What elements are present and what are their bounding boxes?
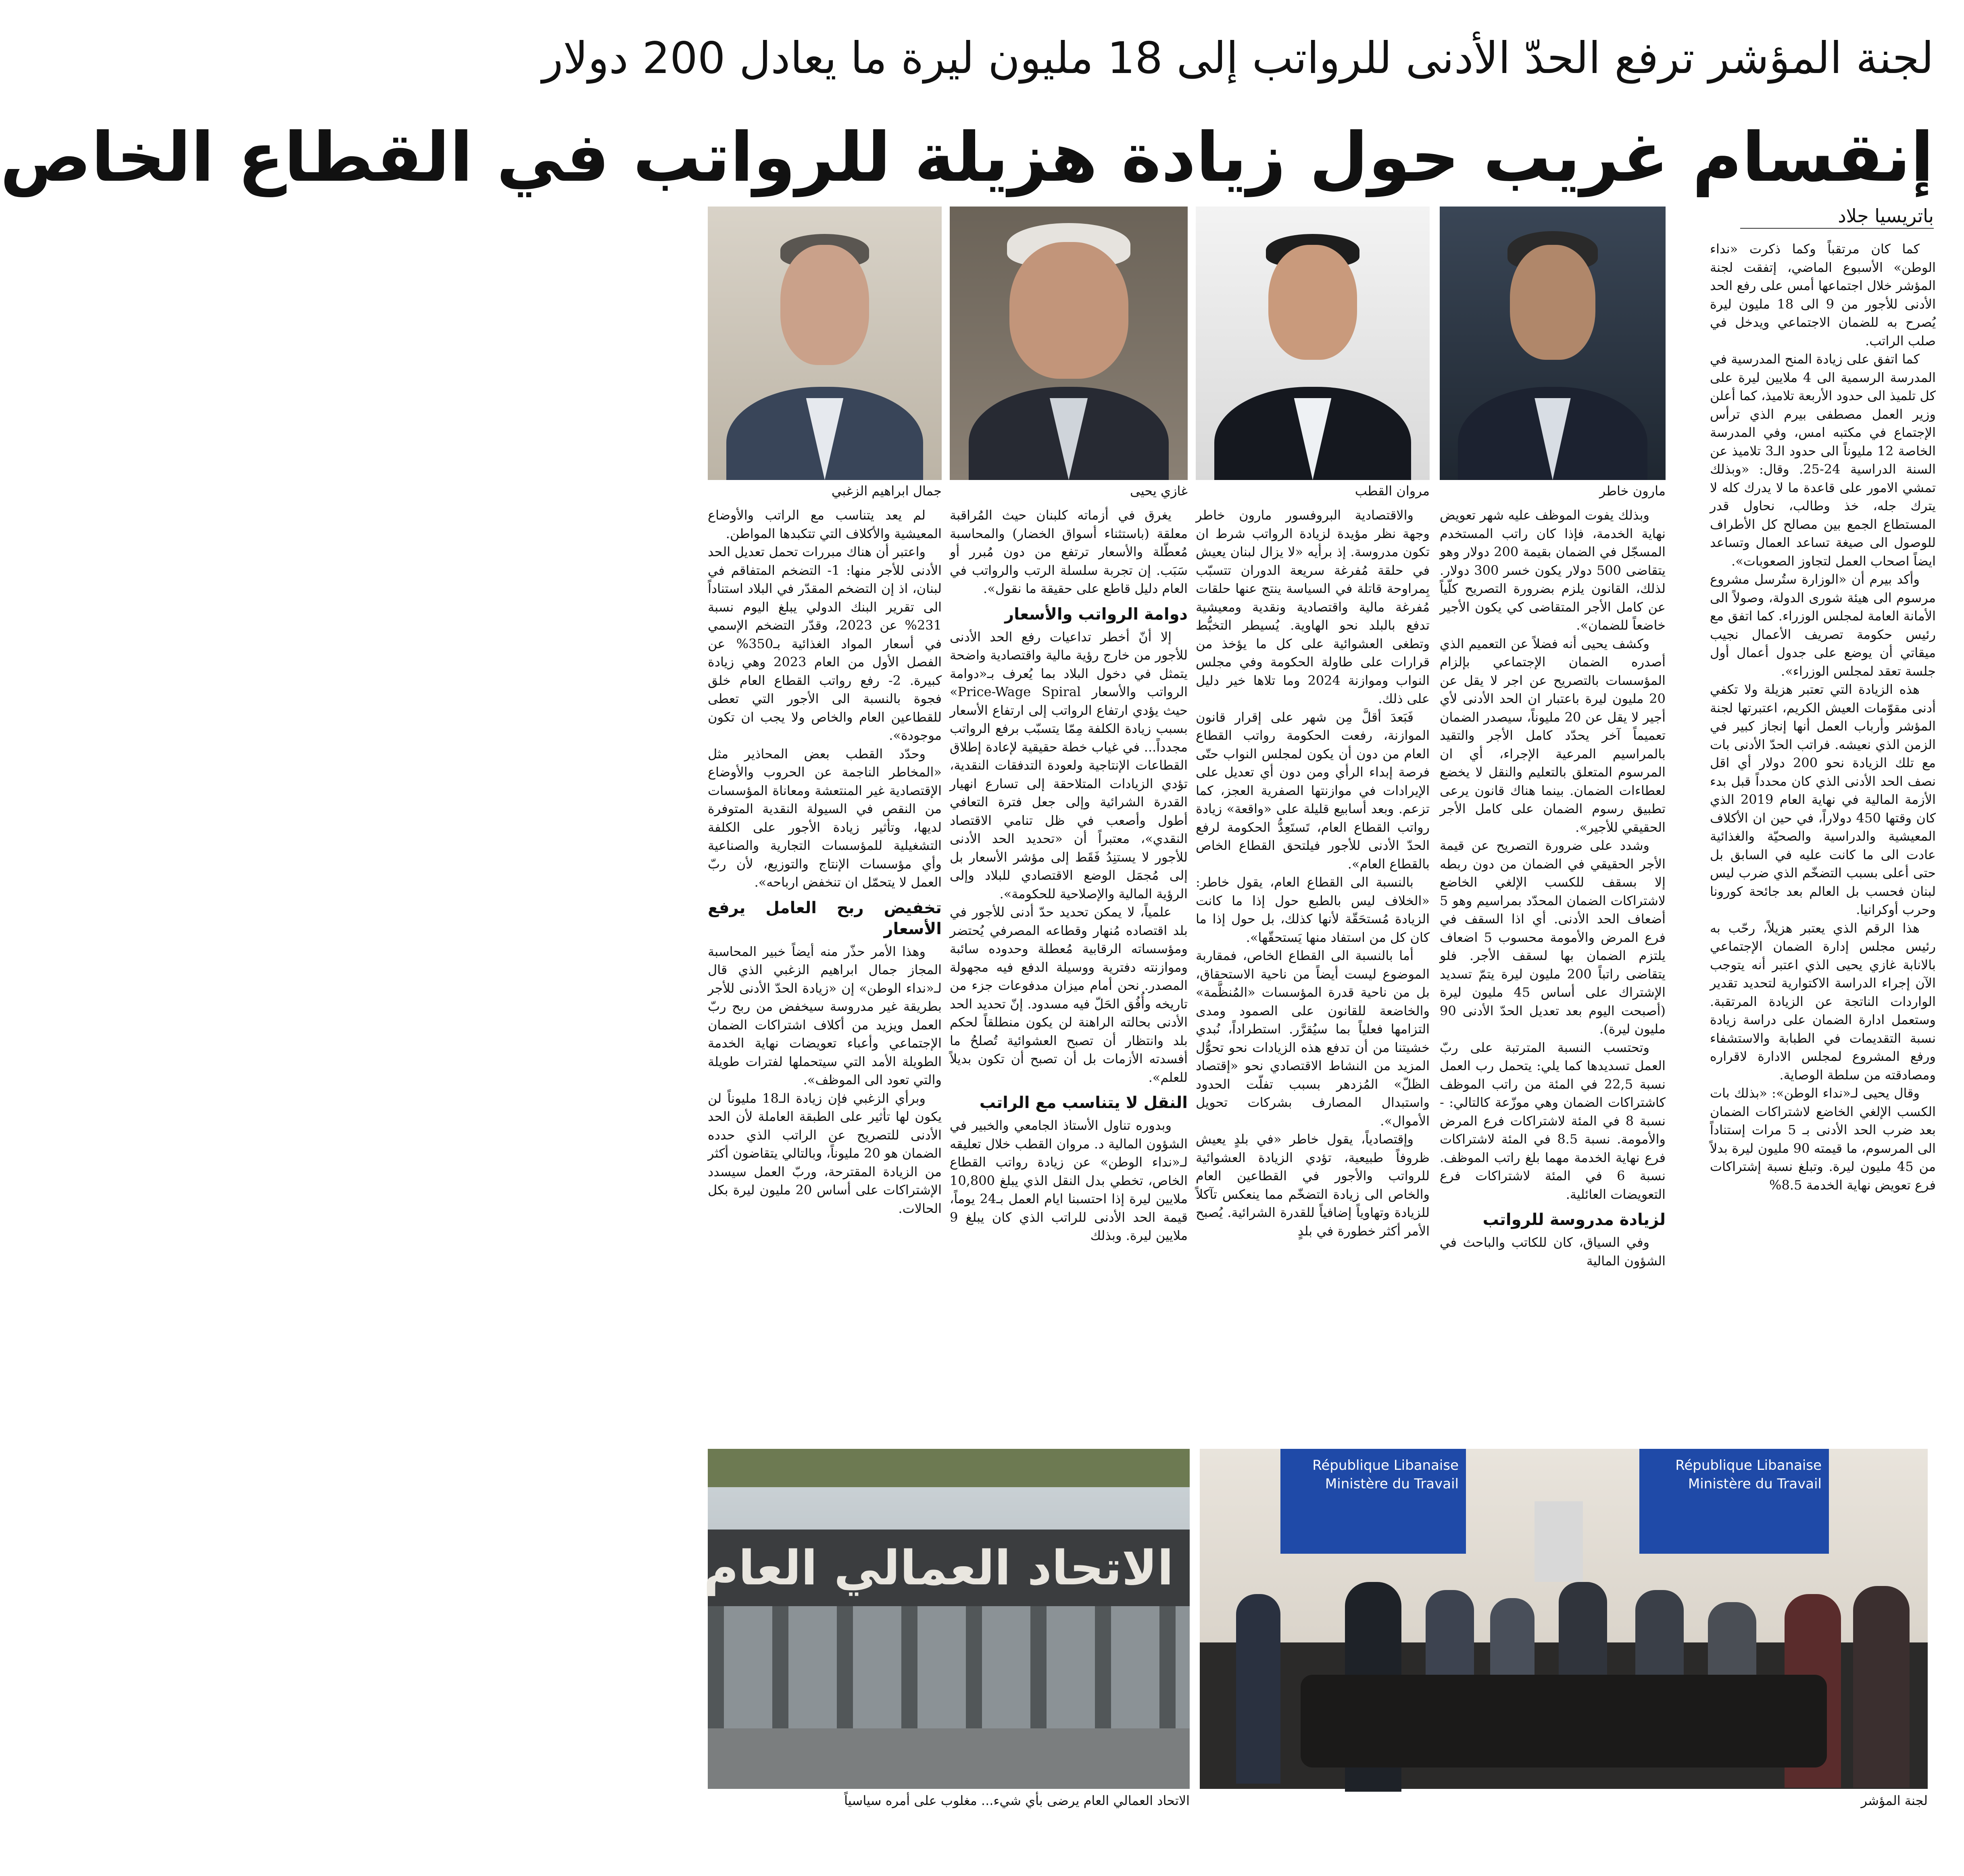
article-column-2	[1440, 506, 1666, 1446]
article-paragraph: وإقتصادياً، يقول خاطر «في بلدٍ يعيش ظروفاً طبيعية، تؤدي الزيادة العشوائية للرواتب والأجور في القطاعين العام والخاص الى زيادة التضخّم مما ينعكس تآكلاً للزيادة وتهاوياً إضافياً للقدرة الشرائية. يُصبح الأمر أكثر خطورة في بلدٍ	[1196, 1131, 1430, 1239]
article-paragraph: وتحتسب النسبة المترتبة على ربّ العمل تسديدها كما يلي: يتحمل رب العمل نسبة 22,5 في المئة من راتب الموظف كاشتراكات الضمان وهي موزّعة كالتالي: - نسبة 8 في المئة لاشتراكات فرع المرض والأمومة. نسبة 8.5 في المئة لاشتراكات فرع نهاية الخدمة مهما بلغ راتب الموظف. نسبة 6 في المئة لاشتراكات فرع التعويضات العائلية.	[1440, 1039, 1666, 1202]
article-paragraph: لم يعد يتناسب مع الراتب والأوضاع المعيشية والأكلاف التي تتكبدها المواطن.	[708, 507, 942, 541]
article-column-4	[950, 506, 1188, 1446]
union-sign-text: الاتحاد العمالي العام	[703, 1540, 1174, 1596]
article-paragraph: بالنسبة الى القطاع العام، يقول خاطر: «الخلاف ليس بالطبع حول إذا ما كانت الزيادة مُستحَقّة لأنها كذلك، بل حول إذا ما كان كل من استفاد منها يَستحقّها».	[1196, 874, 1430, 945]
photo-caption-zoghbi: جمال ابراهيم الزغبي	[831, 483, 942, 499]
article-paragraph: وبدوره تناول الأستاذ الجامعي والخبير في الشؤون المالية د. مروان القطب خلال تعليقه لـ«نداء الوطن» عن زيادة رواتب القطاع الخاص، تخطي بدل النقل الذي يبلغ 10,800 ملايين ليرة إذا احتسبنا ايام العمل بـ24 يوماً، قيمة الحد الأدنى للراتب الذي كان يبلغ 9 ملايين ليرة. وبذلك	[950, 1118, 1188, 1243]
article-paragraph: كما كان مرتقباً وكما ذكرت «نداء الوطن» الأسبوع الماضي، إتفقت لجنة المؤشر خلال اجتماعها أمس على رفع الحد الأدنى للأجور من 9 الى 18 مليون ليرة يُصرح به للضمان الاجتماعي ويدخل في صلب الراتب.	[1710, 241, 1936, 348]
article-paragraph: وكشف يحيى أنه فضلاً عن التعميم الذي أصدره الضمان الإجتماعي بإلزام المؤسسات بالتصريح عن اجر لا يقل عن 20 مليون ليرة باعتبار ان الحد الأدنى لأي أجير لا يقل عن 20 مليوناً، سيصدر الضمان تعميماً آخر يحدّد كامل الأجر والتقيد بالمراسيم المرعية الإجراء، أي ان المرسوم المتعلق بالتعليم والنقل لا يخضع لعطاءات الضمان. بينما هناك قانون يرعى تطبيق رسوم الضمان على كامل الأجر الحقيقي للأجير».	[1440, 636, 1666, 835]
photo-index-committee-meeting	[1200, 1449, 1928, 1789]
article-paragraph: أما بالنسبة الى القطاع الخاص، فمقاربة الموضوع ليست أيضاً من ناحية الاستحقاق، بل من ناحية قدرة المؤسسات «المُنظَّمة» والخاضعة للقانون على الصمود ومدى التزامها فعلياً بما سيُقرَّر. استطراداً، نُبدي خشيتنا من أن تدفع هذه الزيادات نحو تحوُّل المزيد من النشاط الاقتصادي نحو «إقتصاد الظلّ» المُزدهر بسبب تفلّت الحدود واستبدال المصارف بشركات تحويل الأموال».	[1196, 948, 1430, 1129]
article-paragraph: وبرأي الزغبي فإن زيادة الـ18 مليوناً لن يكون لها تأثير على الطبقة العاملة لأن الحد الأدنى للتصريح عن الراتب الذي حدده الضمان هو 20 مليوناً، وبالتالي يتقاضون أكثر من الزيادة المقترحة، وربّ العمل سيسدد الإشتراكات على أساس 20 مليون ليرة بكل الحالات.	[708, 1090, 942, 1216]
article-paragraph: هذا الرقم الذي يعتبر هزيلاً، رحّب به رئيس مجلس إدارة الضمان الإجتماعي بالانابة غازي يحيى الذي اعتبر أنه يتوجب الآن إجراء الدراسة الاكتوارية لتحديد تقدير الواردات الناتجة عن الزيادة المرتقبة. وستعمل ادارة الضمان على دراسة زيادة نسبة التقديمات في الطبابة والاستشفاء ورفع المشروع لمجلس الادارة لاقراره ومصادقته من سلطة الوصاية.	[1710, 920, 1936, 1083]
photo-labour-union-building	[703, 1449, 1190, 1789]
photo-caption-yehia: غازي يحيى	[1130, 483, 1188, 499]
article-paragraph: يغرق في أزماته كلبنان حيث المُراقبة معلقة (باستثناء أسواق الخضار) والمحاسبة مُعطّلة والأسعار ترتفع من دون مُبرر أو سَبَب. إن تجربة سلسلة الرتب والرواتب في العام دليل قاطع على حقيقة ما نقول».	[950, 507, 1188, 596]
photo-caption-khater: مارون خاطر	[1599, 483, 1666, 499]
article-column-3	[1196, 506, 1430, 1446]
article-paragraph: وبذلك يفوت الموظف عليه شهر تعويض نهاية الخدمة، فإذا كان راتب المستخدم المسجّل في الضمان بقيمة 200 دولار وهو يتقاضى 500 دولار يكون خسر 300 دولار. لذلك، القانون يلزم بضرورة التصريح كلّياً عن كامل الأجر المتقاضى كي يكون الأجير خاضعاً للضمان».	[1440, 507, 1666, 633]
article-paragraph: واعتبر أن هناك مبررات تحمل تعديل الحد الأدنى للأجر منها: 1- التضخم المتفاقم في لبنان، اذ إن التضخم المقدّر في البلاد استناداً الى تقرير البنك الدولي يبلغ اليوم نسبة 231% عن 2023، وقدّر التضخم الإسمي في أسعار المواد الغذائية بـ350% عن الفصل الأول من العام 2023 وهي زيادة كبيرة. 2- رفع رواتب القطاع العام خلق فجوة بالنسبة الى الأجور التي تعطى للقطاعين العام والخاص ولا يجب ان تكون موجودة».	[708, 544, 942, 743]
photo-jamal-zoghbi	[708, 207, 942, 480]
article-column-1	[1710, 240, 1936, 1446]
ministry-banner-left: République Libanaise Ministère du Travail	[1280, 1449, 1466, 1554]
article-paragraph: وهذا الأمر حذّر منه أيضاً خبير المحاسبة المجاز جمال ابراهيم الزغبي الذي قال لـ«نداء الوطن» إن «زيادة الحدّ الأدنى للأجر بطريقة غير مدروسة سيخفض من ربح ربّ العمل ويزيد من أكلاف اشتراكات الضمان الإجتماعي وأعباء تعويضات نهاية الخدمة الطويلة الأمد التي سيتحملها لفترات طويلة والتي تعود الى الموظف».	[708, 943, 942, 1087]
photo-caption-committee: لجنة المؤشر	[1861, 1793, 1928, 1808]
article-column-5	[708, 506, 942, 1446]
ministry-banner-right: République Libanaise Ministère du Travail	[1639, 1449, 1829, 1554]
article-paragraph: وقال يحيى لـ«نداء الوطن»: «بذلك بات الكسب الإلغي الخاضع لاشتراكات الضمان بعد ضرب الحد الأدنى بـ 5 مرات إستناداً الى المرسوم، ما قيمته 90 مليون ليرة بدلاً من 45 مليون ليرة. وتبلغ نسبة إشتراكات فرع تعويض نهاية الخدمة 8.5%	[1710, 1085, 1936, 1193]
article-paragraph: وأكد بيرم أن «الوزارة ستُرسل مشروع مرسوم الى هيئة شورى الدولة، وصولاً الى الأمانة العامة لمجلس الوزراء. كما اتفق مع رئيس حكومة تصريف الأعمال نجيب ميقاتي أن يوضع على جدول أعمال أول جلسة تعقد لمجلس الوزراء».	[1710, 572, 1936, 679]
article-paragraph: إلا أنّ أخطر تداعيات رفع الحد الأدنى للأجور من خارج رؤية مالية واقتصادية واضحة يتمثل في دخول البلاد بما يُعرف بـ«دوامة الرواتب والأسعار Price-Wage Spiral» حيث يؤدي ارتفاع الرواتب إلى ارتفاع الأسعار بسبب زيادة الكلفة مِمّا يتسبّب برفع الرواتب مجدداً... في غياب خطة حقيقية لإعادة إطلاق القطاعات الإنتاجية ولعودة التدفقات النقدية، تؤدي الزيادات المتلاحقة إلى تسارع انهيار القدرة الشرائية وإلى جعل فترة التعافي أطول وأصعب في ظل تنامي الاقتصاد النقدي»، معتبراً أن «تحديد الحد الأدنى للأجور لا يستنِدُ فَقَط إلى مؤشر الأسعار بل إلى مُجمَل الوضع الاقتصادي للبلاد وإلى الرؤية المالية والإصلاحية للحكومة».	[950, 629, 1188, 901]
article-paragraph: وفي السياق، كان للكاتب والباحث في الشؤون المالية	[1440, 1235, 1666, 1269]
article-paragraph: علمياً، لا يمكن تحديد حدّ أدنى للأجور في بلد اقتصاده مُنهار وقطاعه المصرفي يُحتضر ومؤسساته الرقابية مُعطلة وحدوده سائبة وموازنته دفترية ووسيلة الدفع فيه مجهولة المصدر. نحن أمام ميزان مدفوعات جزء من تاريخه وأُفُق الحَلّ فيه مسدود. إنّ تحديد الحد الأدنى بحالته الراهنة لن يكون منطلقاً لحكم بلد وانتظار أن تصبح العشوائية تُصلحُ ما أفسدته الأزمات بل أن تصبح أن تكون بديلاً للعلم».	[950, 904, 1188, 1085]
photo-maroun-khater	[1440, 207, 1666, 480]
section-subheading: دوامة الرواتب والأسعار	[1005, 605, 1188, 624]
section-subheading: النقل لا يتناسب مع الراتب	[979, 1093, 1188, 1112]
photo-ghazi-yehia	[950, 207, 1188, 480]
byline-divider	[1740, 228, 1934, 229]
article-paragraph: والاقتصادية البروفسور مارون خاطر وجهة نظر مؤيدة لزيادة الرواتب شرط ان تكون مدروسة. إذ برأيه «لا يزال لبنان يعيش في حلقة مُفرغة سريعة الدوران تتسبّب بِمراوحة قاتلة في السياسة ينتج عنها حلقات مُفرغة مالية واقتصادية ونقدية ومعيشية تدفع بالبلد نحو الهاوية. يُسيطر التخبُّط وتطغى العشوائية على كل ما يؤخذ من قرارات على طاولة الحكومة وفي مجلس النواب وموازنة 2024 وما تلاها خير دليل على ذلك.	[1196, 507, 1430, 706]
kicker-headline: لجنة المؤشر ترفع الحدّ الأدنى للرواتب إلى 18 مليون ليرة ما يعادل 200 دولار	[542, 33, 1934, 83]
section-subheading: لزيادة مدروسة للرواتب	[1482, 1210, 1666, 1229]
photo-caption-qotb: مروان القطب	[1355, 483, 1430, 499]
article-paragraph: وحدّد القطب بعض المحاذير مثل «المخاطر الناجمة عن الحروب والأوضاع الإقتصادية غير المنتعشة ومعاناة المؤسسات من النقص في السيولة النقدية المتوفرة لديها، وتأثير زيادة الأجور على الكلفة التشغيلية للمؤسسات التجارية والصناعية وأي مؤسسات الإنتاج والتوزيع، لأن ربّ العمل لا يتحمّل ان تنخفض ارباحه».	[708, 746, 942, 890]
photo-marwan-qotb	[1196, 207, 1430, 480]
photo-caption-union: الاتحاد العمالي العام يرضى بأي شيء... مغلوب على أمره سياسياً	[844, 1793, 1190, 1808]
article-paragraph: وشدد على ضرورة التصريح عن قيمة الأجر الحقيقي في الضمان من دون ربطه إلا بسقف للكسب الإلغي الخاضع لاشتراكات الضمان المحدّد بمراسيم وهو 5 أضعاف الحد الأدنى. أي اذا السقف في فرع المرض والأمومة محسوب 5 اضعاف يلتزم الضمان بها لسقف الأجر. فلو يتقاضى راتباً 200 مليون ليرة يتمّ تسديد الإشتراك على أساس 45 مليون ليرة (أصبحت اليوم بعد تعديل الحدّ الأدنى 90 مليون ليرة).	[1440, 838, 1666, 1037]
byline: باتريسيا جلاد	[1838, 205, 1934, 227]
main-headline: إنقسام غريب حول زيادة هزيلة للرواتب في القطاع الخاص	[0, 118, 1934, 197]
article-paragraph: فَبَعدَ أقلَّ مِن شهر على إقرار قانون الموازنة، رفعت الحكومة رواتب القطاع العام من دون أن يكون لمجلس النواب حتّى فرصة إبداء الرأي ومن دون أي تعديل على الإيرادات في موازنتها الصفرية العجز، كما تزعم. وبعد أسابيع قليلة على «واقعة» زيادة رواتب القطاع العام، تَستَعِدُّ الحكومة لرفع الحدّ الأدنى للأجور فيلتحق القطاع الخاص بالقطاع العام».	[1196, 709, 1430, 872]
section-subheading: تخفيض ربح العامل يرفع الأسعار	[708, 898, 942, 938]
article-paragraph: هذه الزيادة التي تعتبر هزيلة ولا تكفي أدنى مقوّمات العيش الكريم، اعتبرتها لجنة المؤشر وأرباب العمل أنها إنجاز كبير في الزمن الذي نعيشه. فراتب الحدّ الأدنى بات مع تلك الزيادة نحو 200 دولار أي اقل نصف الحد الأدنى الذي كان محدداً قبل بدء الأزمة المالية في نهاية العام 2019 الذي كان وقتها 450 دولاراً، في حين ان الأكلاف المعيشية والدراسية والصحيّة والغذائية عادت الى ما كانت عليه في السابق بل حتى أعلى بسبب التضخّم الذي ضرب ليس لبنان فحسب بل العالم بعد جائحة كورونا وحرب أوكرانيا.	[1710, 682, 1936, 917]
article-paragraph: كما اتفق على زيادة المنح المدرسية في المدرسة الرسمية الى 4 ملايين ليرة على كل تلميذ الى حدود الأربعة تلاميذ، كما أعلن وزير العمل مصطفى بيرم الذي ترأس الإجتماع في مكتبه امس، وفي المدرسة الخاصة 12 مليوناً الى حدود الـ3 تلاميذ عن السنة الدراسية 24-25. وقال: «وبذلك تمشي الامور على قاعدة ما لا يدرك كله لا يترك جله، خذ وطالب، نحاول قدر المستطاع الجمع بين مصالح كل الأطراف للوصول الى صيغة تساعد العمال وتساعد ايضاً اصحاب العمل لتجاوز الصعوبات».	[1710, 351, 1936, 569]
